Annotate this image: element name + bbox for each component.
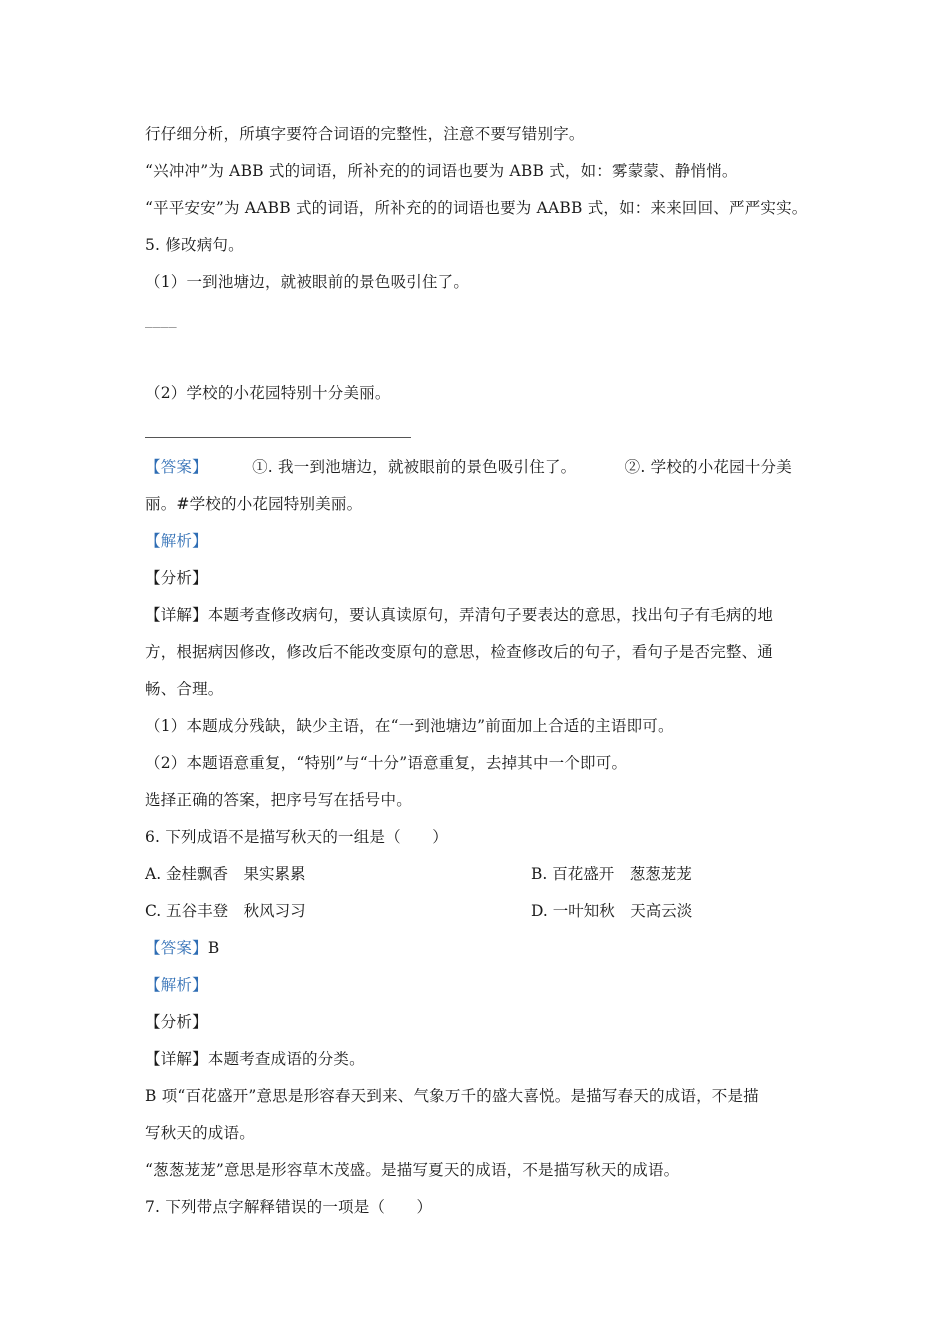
detail-line bbox=[145, 1048, 365, 1070]
answer-row-q6 bbox=[145, 937, 219, 959]
analysis-line-3: “平平安安”为 AABB 式的词语，所补充的的词语也要为 AABB 式，如：来来回回、严严实实。 bbox=[145, 199, 808, 217]
answer-blank-1: ____ bbox=[145, 310, 177, 328]
answer-value: B bbox=[207, 939, 220, 957]
detail-tag: 【详解】 bbox=[145, 606, 208, 624]
explanation-b-line-3: “葱葱茏茏”意思是形容草木茂盛。是描写夏天的成语，不是描写秋天的成语。 bbox=[145, 1161, 680, 1179]
jiexi-tag: 【解析】 bbox=[145, 532, 208, 550]
option-a: A. 金桂飘香 果实累累 bbox=[145, 865, 306, 883]
question-5-title: 5. 修改病句。 bbox=[145, 236, 244, 254]
detail-line-1 bbox=[145, 604, 773, 626]
answer-part-1: ①. 我一到池塘边，就被眼前的景色吸引住了。 bbox=[252, 458, 577, 476]
answer-blank-2 bbox=[145, 437, 411, 438]
detail-tag: 【详解】 bbox=[145, 1050, 208, 1068]
fenxi-tag: 【分析】 bbox=[145, 1013, 208, 1031]
explanation-b-line-2: 写秋天的成语。 bbox=[145, 1124, 255, 1142]
analysis-line-2: “兴冲冲”为 ABB 式的词语，所补充的的词语也要为 ABB 式，如：雾蒙蒙、静悄悄。 bbox=[145, 162, 738, 180]
answer-part-2: ②. 学校的小花园十分美 bbox=[624, 458, 792, 476]
detail-text: 本题考查成语的分类。 bbox=[207, 1050, 365, 1068]
answer-continuation: 丽。#学校的小花园特别美丽。 bbox=[145, 495, 363, 513]
question-5-item-1: （1）一到池塘边，就被眼前的景色吸引住了。 bbox=[145, 273, 470, 291]
detail-text: 本题考查修改病句，要认真读原句，弄清句子要表达的意思，找出句子有毛病的地 bbox=[207, 606, 774, 624]
jiexi-tag: 【解析】 bbox=[145, 976, 208, 994]
section-instruction: 选择正确的答案，把序号写在括号中。 bbox=[145, 791, 412, 809]
answer-tag: 【答案】 bbox=[145, 458, 208, 476]
explanation-b-line-1: B 项“百花盛开”意思是形容春天到来、气象万千的盛大喜悦。是描写春天的成语，不是描 bbox=[145, 1087, 759, 1105]
answer-row-q5 bbox=[145, 456, 792, 478]
note-2: （2）本题语意重复，“特别”与“十分”语意重复，去掉其中一个即可。 bbox=[145, 754, 628, 772]
analysis-line-1: 行仔细分析，所填字要符合词语的完整性，注意不要写错别字。 bbox=[145, 125, 585, 143]
option-c: C. 五谷丰登 秋风习习 bbox=[145, 902, 306, 920]
detail-line-2: 方，根据病因修改，修改后不能改变原句的意思，检查修改后的句子，看句子是否完整、通 bbox=[145, 643, 774, 661]
question-6-title: 6. 下列成语不是描写秋天的一组是（ ） bbox=[145, 828, 448, 846]
fenxi-tag: 【分析】 bbox=[145, 569, 208, 587]
question-5-item-2: （2）学校的小花园特别十分美丽。 bbox=[145, 384, 391, 402]
note-1: （1）本题成分残缺，缺少主语，在“一到池塘边”前面加上合适的主语即可。 bbox=[145, 717, 674, 735]
detail-line-3: 畅、合理。 bbox=[145, 680, 224, 698]
option-d: D. 一叶知秋 天高云淡 bbox=[531, 902, 693, 920]
answer-tag: 【答案】 bbox=[145, 939, 208, 957]
option-b: B. 百花盛开 葱葱茏茏 bbox=[531, 865, 692, 883]
question-7-title: 7. 下列带点字解释错误的一项是（ ） bbox=[145, 1198, 433, 1216]
